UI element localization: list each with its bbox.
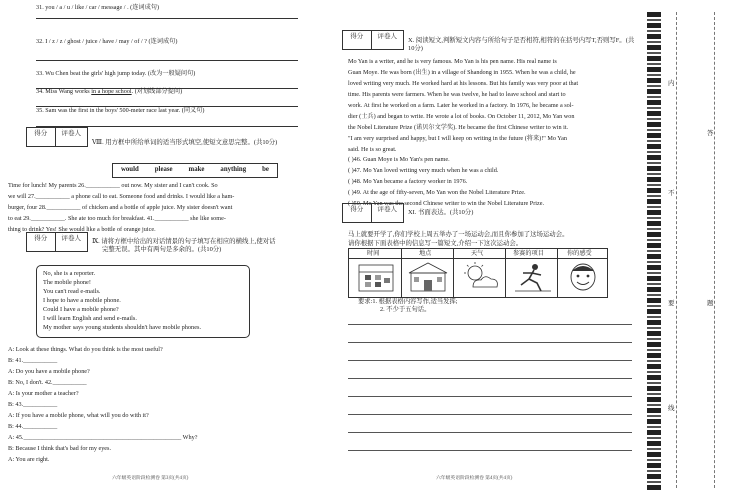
- word: would: [121, 166, 139, 174]
- sun-cloud-icon: [459, 261, 501, 293]
- passage-line: Guan Moye. He was born (出生) in a village of Shandong in 1955. When he was a child, he: [348, 69, 576, 76]
- runner-icon: [511, 261, 553, 293]
- left-page: [0, 0, 338, 494]
- passage-line: loved writing very much. He worked hard at his lessons. But his family was very poor at that: [348, 80, 579, 87]
- requirement: 要求:1. 根据表格内容写作,适当发挥;: [358, 298, 458, 305]
- word: anything: [220, 166, 247, 174]
- requirement: 2. 不少于五句话。: [380, 306, 431, 313]
- option: Could I have a mobile phone?: [43, 306, 119, 313]
- writing-line[interactable]: [348, 342, 632, 343]
- right-page: [340, 0, 640, 494]
- writing-prompt: 马上就要开学了,你们学校上周五举办了一场运动会,而且你参加了这场运动会。: [348, 231, 569, 238]
- passage-line: time. His parents were farmers. When he was twelve, he had to leave school and start to: [348, 91, 566, 98]
- option: My mother says young students shouldn't have mobile phones.: [43, 324, 202, 331]
- section-11-title: XI. 书面表达。(共10分): [408, 209, 474, 216]
- writing-line[interactable]: [348, 396, 632, 397]
- word-box: [112, 163, 278, 178]
- passage-line: "I am very surprised and happy, but I will keep on writing in the future (将来)!" Mo Yan: [348, 135, 567, 142]
- table-divider: [349, 258, 607, 259]
- dialog-line: B: 41.___________: [8, 357, 58, 364]
- score-box-8: 得分 评卷人: [26, 127, 88, 147]
- score-box-11: 得分 评卷人: [342, 203, 404, 223]
- dialog-line: A: Do you have a mobile phone?: [8, 368, 90, 375]
- passage-line: dier (士兵) and began to write. He wrote a lot of books. On October 11, 2012, Mo Yan won: [348, 113, 575, 120]
- word: be: [262, 166, 269, 174]
- table-header: 天气: [471, 250, 484, 257]
- writing-line[interactable]: [348, 378, 632, 379]
- answer-line[interactable]: [36, 54, 298, 61]
- side-char: 不: [668, 190, 675, 197]
- statement: ( )50. Mo Yan was the second Chinese writer to win the Nobel Literature Prize.: [348, 200, 545, 207]
- question-33: 33. Wu Chen beat the girls' high jump today. (改为一般疑问句): [36, 70, 196, 77]
- passage-line: burger, four 28.___________ of chicken and a bottle of apple juice. My sister doesn't want: [8, 204, 233, 211]
- dialog-line: A: Look at these things. What do you think is the most useful?: [8, 346, 163, 353]
- dialog-line: B: 43.___________: [8, 401, 58, 408]
- statement: ( )48. Mo Yan became a factory worker in 1976.: [348, 178, 468, 185]
- dialog-line: B: Because I think that's bad for my eyes.: [8, 445, 112, 452]
- score-box-10: 得分 评卷人: [342, 30, 404, 50]
- word: make: [188, 166, 205, 174]
- table-header: 地点: [419, 250, 432, 257]
- writing-line[interactable]: [348, 360, 632, 361]
- question-34: 34. Miss Wang works in a hope school. (对划线部分提问): [36, 88, 183, 95]
- answer-line[interactable]: [36, 100, 298, 107]
- section-9-title-cont: 完整无误。其中有两句是多余的。(共10分): [102, 246, 222, 253]
- writing-line[interactable]: [348, 432, 632, 433]
- writing-line[interactable]: [348, 414, 632, 415]
- dialog-line: A: Is your mother a teacher?: [8, 390, 79, 397]
- dialog-line: B: 44.___________: [8, 423, 58, 430]
- answer-line[interactable]: [36, 12, 298, 19]
- question-35: 35. Sam was the first in the boys' 500-meter race last year. (同义句): [36, 107, 205, 114]
- passage-line: Mo Yan is a writer, and he is very famous. Mo Yan is his pen name. His real name is: [348, 58, 557, 65]
- question-32: 32. I / z / z / ghost / juice / have / may / of / ? (连词成句): [36, 38, 178, 45]
- face-icon: [563, 261, 603, 293]
- options-box: [36, 265, 250, 338]
- dialog-line: A: 45.___________________________________________________ Why?: [8, 434, 198, 441]
- side-char: 答: [707, 130, 714, 137]
- option: You can't read e-mails.: [43, 288, 101, 295]
- score-box-9: 得分 评卷人: [26, 232, 88, 252]
- statement: ( )46. Guan Moye is Mo Yan's pen name.: [348, 156, 450, 163]
- page-footer: 六年级英语阶段检测卷 第4页(共4页): [436, 476, 513, 481]
- passage-line: work. At first he worked on a farm. Later he worked in a factory. In 1976, he became a sol-: [348, 102, 574, 109]
- statement: ( )47. Mo Yan loved writing very much when he was a child.: [348, 167, 499, 174]
- passage-line: the Nobel Literature Prize (诺贝尔文学奖). He became the first Chinese writer to win it.: [348, 124, 569, 131]
- writing-line[interactable]: [348, 324, 632, 325]
- passage-line: Time for lunch! My parents 26.___________ out now. My sister and I can't cook. So: [8, 182, 218, 189]
- side-char: 线: [668, 405, 675, 412]
- writing-prompt: 请你根据下面表格中的信息写一篇短文,介绍一下这次运动会。: [348, 240, 523, 247]
- option: I hope to have a mobile phone.: [43, 297, 121, 304]
- table-header: 参赛的项目: [513, 250, 544, 257]
- table-header: 你的感受: [567, 250, 592, 257]
- statement: ( )49. At the age of fifty-seven, Mo Yan won the Nobel Literature Prize.: [348, 189, 526, 196]
- binding-stripe: [647, 12, 661, 490]
- info-table: [348, 248, 608, 298]
- binding-line: [676, 12, 677, 488]
- table-header: 时间: [367, 250, 380, 257]
- side-char: 内: [668, 80, 675, 87]
- calendar-icon: [357, 261, 395, 293]
- passage-line: said. He is so great.: [348, 146, 397, 153]
- side-char: 题: [707, 300, 714, 307]
- binding-line: [714, 12, 715, 488]
- dialog-line: B: No, I don't. 42.___________: [8, 379, 87, 386]
- side-char: 要: [668, 300, 675, 307]
- dialog-line: A: If you have a mobile phone, what will you do with it?: [8, 412, 149, 419]
- section-8-title: Ⅷ. 用方框中所给单词的适当形式填空,使短文意思完整。(共10分): [92, 139, 278, 146]
- option: I will learn English and send e-mails.: [43, 315, 137, 322]
- school-icon: [407, 261, 449, 293]
- section-9-title: Ⅸ. 请将方框中给出的对话情景的句子填写在相应的横线上,使对话: [92, 238, 276, 245]
- page-footer: 六年级英语阶段检测卷 第3页(共4页): [112, 476, 189, 481]
- option: No, she is a reporter.: [43, 270, 96, 277]
- answer-line[interactable]: [36, 120, 298, 127]
- dialog-line: A: You are right.: [8, 456, 50, 463]
- option: The mobile phone!: [43, 279, 91, 286]
- passage-line: to eat 29.___________. She ate too much for breakfast. 41.___________ she like some-: [8, 215, 226, 222]
- passage-line: we will 27.___________ a phone call to eat. Someone food and drinks. I would like a ham-: [8, 193, 235, 200]
- section-10-title: X. 阅读短文,判断短文内容与所给句子是否相符,相符的在括号内写T,否则写F。(共10分): [408, 37, 635, 52]
- question-31: 31. you / a / u / like / car / message / . (连词成句): [36, 4, 160, 11]
- passage-line: thing to drink? Yes! She would like a bottle of orange juice.: [8, 226, 156, 233]
- word: please: [154, 166, 173, 174]
- writing-line[interactable]: [348, 450, 632, 451]
